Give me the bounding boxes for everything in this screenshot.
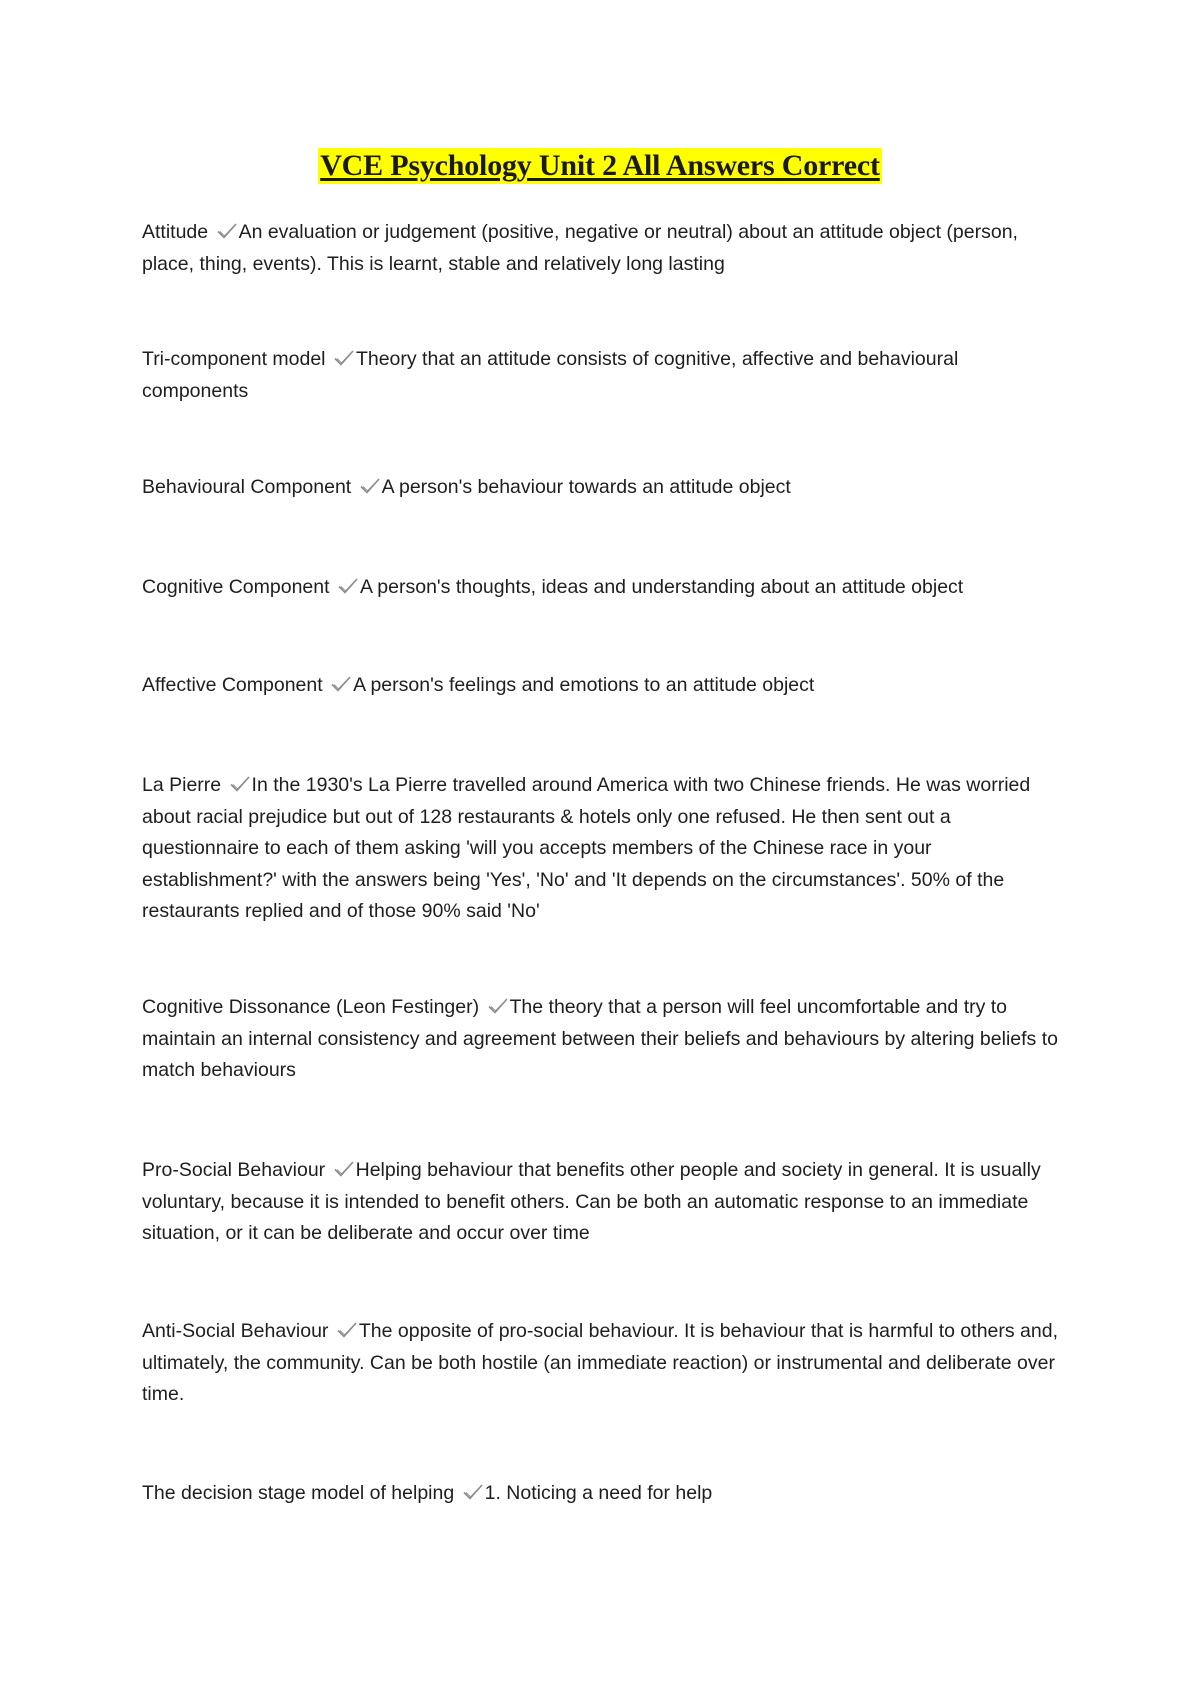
entry-definition: In the 1930's La Pierre travelled around America with two Chinese friends. He was worried about racial prejudice but out of 128 restaurants & hotels only one refused. He then sent out a questionnaire to each of them asking 'will you accepts members of the Chinese race in your establishment?' with the answers being 'Yes', 'No' and 'It depends on the circumstances'. 50% of the restaurants replied and of those 90% said 'No' [142,774,1031,922]
entry-term: Cognitive Component [142,576,330,598]
entry-attitude [142,217,1062,280]
document-title: VCE Psychology Unit 2 All Answers Correct [320,149,880,182]
entry-decision-stage-model [142,1478,1062,1510]
entry-affective-component [142,670,1062,702]
checkmark-icon [462,1483,484,1501]
checkmark-icon [359,477,381,495]
entry-definition: A person's feelings and emotions to an attitude object [353,674,815,696]
entry-definition: The opposite of pro-social behaviour. It is behaviour that is harmful to others and, ultimately, the community. Can be both hostile (an immediate reaction) or instrumental and deliberate over time. [142,1320,1059,1405]
title-container [0,148,1200,184]
entry-definition: Helping behaviour that benefits other people and society in general. It is usually voluntary, because it is intended to benefit others. Can be both an automatic response to an immediate situation, or it can be deliberate and occur over time [142,1159,1041,1244]
entry-term: Affective Component [142,674,323,696]
entry-term: The decision stage model of helping [142,1482,455,1504]
entry-term: Pro-Social Behaviour [142,1159,326,1181]
entry-cognitive-component [142,572,1062,604]
entry-definition: A person's behaviour towards an attitude object [381,476,791,498]
entry-term: Tri-component model [142,348,326,370]
checkmark-icon [337,577,359,595]
checkmark-icon [333,1160,355,1178]
checkmark-icon [487,997,509,1015]
checkmark-icon [229,775,251,793]
entry-term: Behavioural Component [142,476,352,498]
entry-term: Attitude [142,221,209,243]
entry-la-pierre [142,770,1062,928]
entry-definition: 1. Noticing a need for help [484,1482,713,1504]
entry-pro-social-behaviour [142,1155,1062,1250]
entry-anti-social-behaviour [142,1316,1062,1411]
entry-definition: Theory that an attitude consists of cognitive, affective and behavioural components [142,348,959,402]
entry-term: Cognitive Dissonance (Leon Festinger) [142,996,480,1018]
entry-cognitive-dissonance [142,992,1062,1087]
entry-definition: A person's thoughts, ideas and understanding about an attitude object [359,576,964,598]
entry-behavioural-component [142,472,1062,504]
checkmark-icon [330,675,352,693]
entry-term: La Pierre [142,774,222,796]
checkmark-icon [336,1321,358,1339]
checkmark-icon [333,349,355,367]
entry-tri-component-model [142,344,1062,407]
entry-term: Anti-Social Behaviour [142,1320,329,1342]
entry-definition: An evaluation or judgement (positive, negative or neutral) about an attitude object (person, place, thing, events). This is learnt, stable and relatively long lasting [142,221,1018,275]
checkmark-icon [216,222,238,240]
entry-definition: The theory that a person will feel uncomfortable and try to maintain an internal consistency and agreement between their beliefs and behaviours by altering beliefs to match behaviours [142,996,1058,1081]
